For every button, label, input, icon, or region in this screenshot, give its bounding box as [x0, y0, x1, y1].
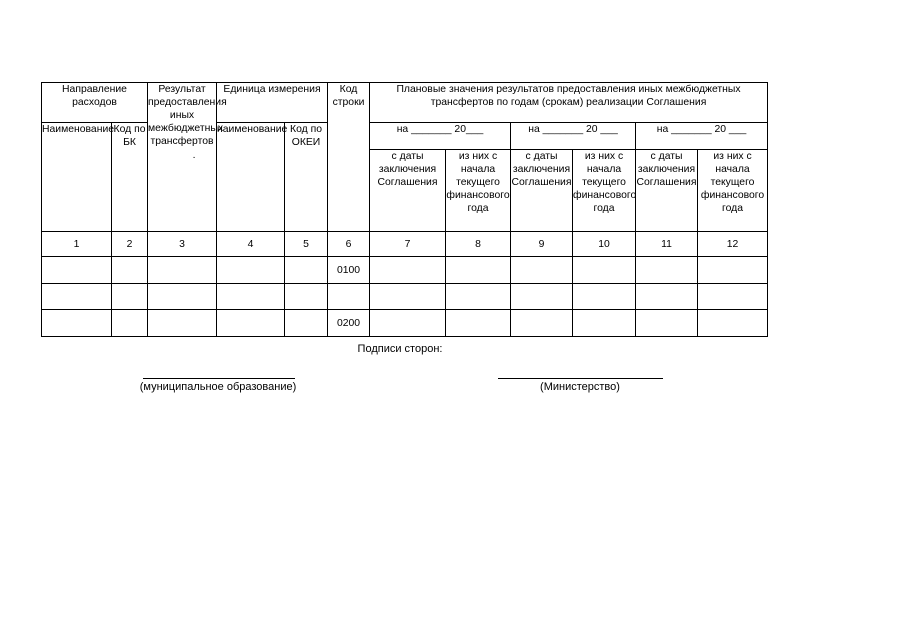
column-number: 9 — [511, 232, 573, 257]
table-cell — [112, 310, 148, 337]
table-cell — [112, 257, 148, 284]
direction-header: Направление расходов — [42, 83, 148, 123]
table-cell — [636, 310, 698, 337]
period-2-header: на _______ 20 ___ — [511, 123, 636, 150]
column-number: 7 — [370, 232, 446, 257]
column-number: 10 — [573, 232, 636, 257]
table-cell — [573, 257, 636, 284]
table-cell — [636, 257, 698, 284]
column-number: 8 — [446, 232, 511, 257]
okei-header: Код по ОКЕИ — [285, 123, 328, 232]
signatures-title: Подписи сторон: — [357, 343, 443, 355]
table-cell — [217, 257, 285, 284]
row-code-cell — [328, 284, 370, 310]
result-header — [148, 83, 227, 232]
column-number: 3 — [148, 232, 217, 257]
table-cell — [573, 310, 636, 337]
table-cell — [112, 284, 148, 310]
period-3-header: на _______ 20 ___ — [636, 123, 768, 150]
table-cell — [148, 257, 217, 284]
period-3-since-signing: с даты заключения Соглашения — [636, 150, 698, 232]
plan-header: Плановые значения результатов предоставления иных межбюджетных трансфертов по годам (срокам) реализации Соглашения — [370, 83, 768, 123]
result-header-text: Результат предоставления иных межбюджетных трансфертов — [148, 84, 227, 147]
table-cell — [698, 257, 768, 284]
period-1-from-year-start: из них с начала текущего финансового года — [446, 150, 511, 232]
table-cell — [573, 284, 636, 310]
column-number: 12 — [698, 232, 768, 257]
period-2-from-year-start: из них с начала текущего финансового года — [573, 150, 636, 232]
table-cell — [217, 284, 285, 310]
table-row — [42, 310, 768, 337]
table-cell — [446, 310, 511, 337]
unit-header: Единица измерения — [217, 83, 328, 123]
table-cell — [511, 310, 573, 337]
results-table — [41, 82, 768, 337]
period-1-since-signing: с даты заключения Соглашения — [370, 150, 446, 232]
table-row — [42, 284, 768, 310]
table-cell — [42, 284, 112, 310]
period-3-from-year-start: из них с начала текущего финансового года — [698, 150, 768, 232]
code-header: Код строки — [328, 83, 370, 232]
table-cell — [285, 310, 328, 337]
table-cell — [370, 284, 446, 310]
table-cell — [370, 310, 446, 337]
table-cell — [698, 284, 768, 310]
column-number: 5 — [285, 232, 328, 257]
period-1-header: на _______ 20___ — [370, 123, 511, 150]
column-number: 11 — [636, 232, 698, 257]
table-cell — [511, 284, 573, 310]
name-header: Наименование — [42, 123, 112, 232]
period-2-since-signing: с даты заключения Соглашения — [511, 150, 573, 232]
table-cell — [42, 257, 112, 284]
table-cell — [42, 310, 112, 337]
column-number: 2 — [112, 232, 148, 257]
column-numbers-row — [42, 232, 768, 257]
table-row — [42, 257, 768, 284]
row-code-cell: 0100 — [328, 257, 370, 284]
signature-line-ministry — [498, 378, 663, 379]
table-cell — [636, 284, 698, 310]
result-header-dot: . — [192, 150, 196, 161]
signature-label-municipality: (муниципальное образование) — [139, 381, 297, 393]
header-row-1 — [42, 83, 768, 123]
table-cell — [148, 284, 217, 310]
table-cell — [511, 257, 573, 284]
column-number: 4 — [217, 232, 285, 257]
unit-name-header: наименование — [217, 123, 285, 232]
table-cell — [217, 310, 285, 337]
table-cell — [148, 310, 217, 337]
column-number: 1 — [42, 232, 112, 257]
bk-code-header: Код по БК — [112, 123, 148, 232]
signature-line-municipality — [143, 378, 295, 379]
signature-label-ministry: (Министерство) — [540, 381, 620, 393]
table-cell — [698, 310, 768, 337]
table-cell — [446, 257, 511, 284]
table-cell — [370, 257, 446, 284]
table-cell — [446, 284, 511, 310]
row-code-cell: 0200 — [328, 310, 370, 337]
table-cell — [285, 284, 328, 310]
column-number: 6 — [328, 232, 370, 257]
table-cell — [285, 257, 328, 284]
